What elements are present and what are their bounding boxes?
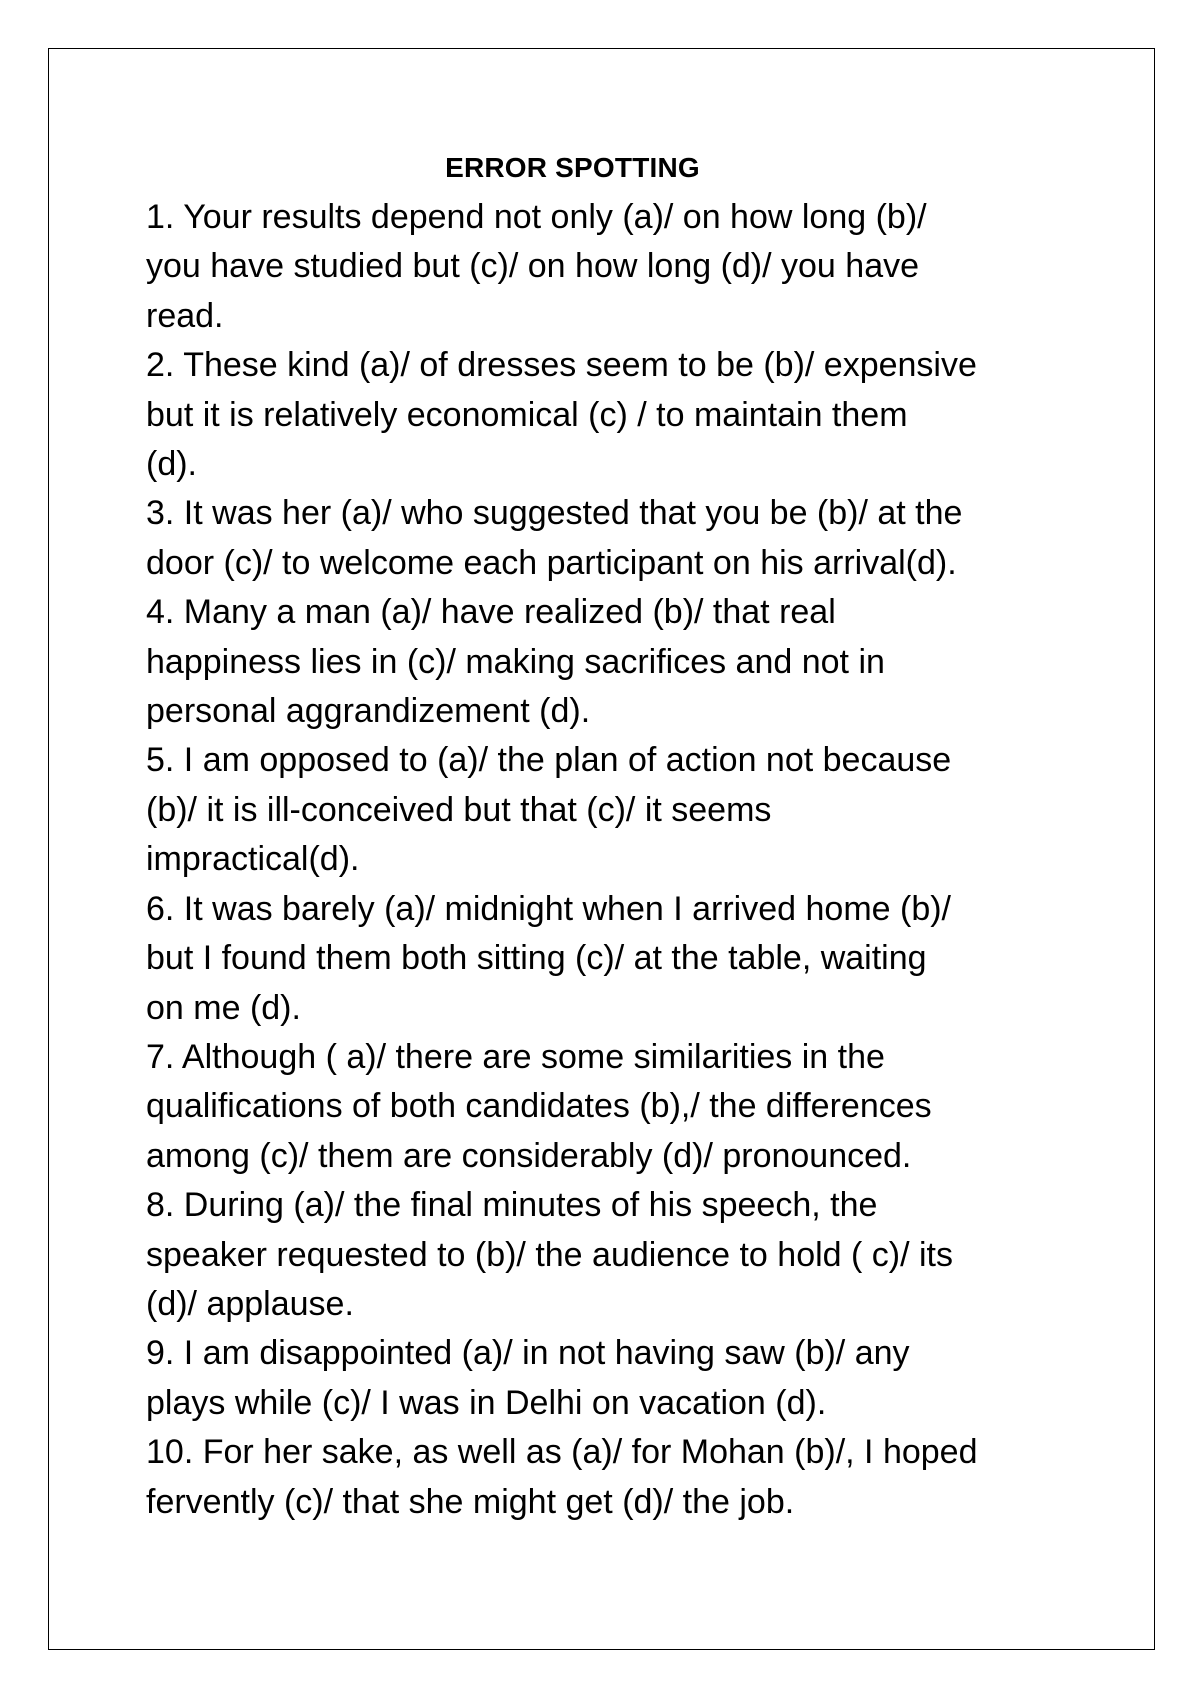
text-line: among (c)/ them are considerably (d)/ pronounced. [146, 1136, 912, 1175]
text-line: 9. I am disappointed (a)/ in not having saw (b)/ any [146, 1334, 910, 1373]
text-line: 1. Your results depend not only (a)/ on how long (b)/ [146, 198, 927, 236]
text-line: 4. Many a man (a)/ have realized (b)/ that real [146, 593, 836, 632]
text-line: 3. It was her (a)/ who suggested that you be (b)/ at the [146, 494, 963, 533]
text-line: door (c)/ to welcome each participant on his arrival(d). [146, 543, 957, 582]
text-line: 8. During (a)/ the final minutes of his speech, the [146, 1186, 878, 1225]
page-title: ERROR SPOTTING [445, 152, 700, 183]
text-line: 10. For her sake, as well as (a)/ for Mohan (b)/, I hoped [146, 1433, 978, 1472]
text-line: qualifications of both candidates (b),/ the differences [146, 1087, 932, 1126]
text-line: personal aggrandizement (d). [146, 692, 591, 731]
text-line: but it is relatively economical (c) / to maintain them [146, 395, 908, 434]
text-line: 7. Although ( a)/ there are some similarities in the [146, 1037, 885, 1076]
text-line: you have studied but (c)/ on how long (d)/ you have [146, 247, 920, 286]
text-line: (d). [146, 445, 197, 484]
text-line: speaker requested to (b)/ the audience to hold ( c)/ its [146, 1235, 954, 1274]
question-list [146, 193, 1066, 1527]
text-line: plays while (c)/ I was in Delhi on vacation (d). [146, 1383, 827, 1422]
text-line: happiness lies in (c)/ making sacrifices and not in [146, 642, 885, 681]
text-line: (d)/ applause. [146, 1284, 354, 1323]
text-line: read. [146, 296, 224, 335]
text-line: (b)/ it is ill-conceived but that (c)/ it seems [146, 790, 772, 829]
text-line: 2. These kind (a)/ of dresses seem to be (b)/ expensive [146, 346, 977, 385]
text-line: 6. It was barely (a)/ midnight when I arrived home (b)/ [146, 889, 951, 928]
text-line: fervently (c)/ that she might get (d)/ the job. [146, 1482, 795, 1521]
text-line: 5. I am opposed to (a)/ the plan of action not because [146, 741, 952, 780]
text-line: but I found them both sitting (c)/ at the table, waiting [146, 939, 927, 978]
text-line: on me (d). [146, 988, 301, 1027]
text-line: impractical(d). [146, 840, 360, 879]
